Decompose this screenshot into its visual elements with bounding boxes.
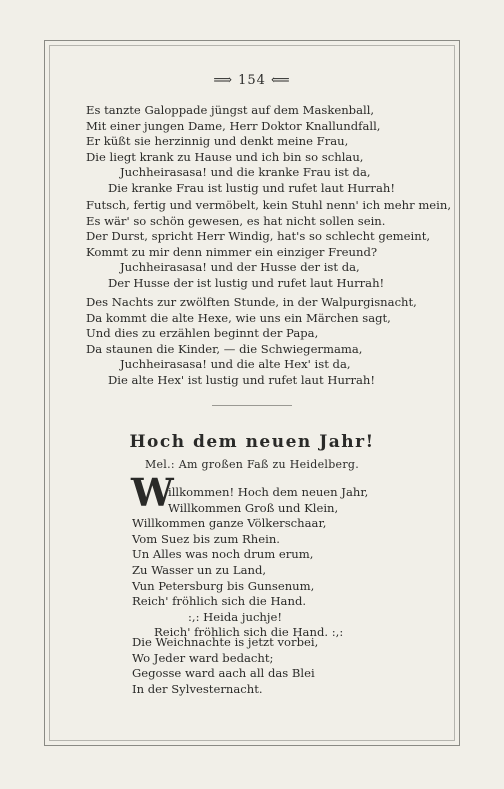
verse-line: Juchheirasasa! und die kranke Frau ist da, [120,165,371,180]
section-divider [212,405,292,406]
page-number: ⟹ 154 ⟸ [213,73,291,88]
verse-line: Reich' fröhlich sich die Hand. :,: [154,625,344,640]
verse-line: Die alte Hex' ist lustig und rufet laut Hurrah! [108,372,376,387]
verse-line: :,: Heida juchje! [188,609,283,624]
verse-line: Juchheirasasa! und die alte Hex' ist da, [120,357,351,372]
verse-line: Un Alles was noch drum erum, [132,547,314,562]
verse-line: Die liegt krank zu Hause und ich bin so schlau, [86,149,364,164]
verse-line: Gegosse ward aach all das Blei [132,666,315,681]
verse-line: Der Durst, spricht Herr Windig, hat's so schlecht gemeint, [86,229,431,244]
verse-line: Da kommt die alte Hexe, wie uns ein Märchen sagt, [86,310,391,325]
verse-line: Willkommen ganze Völkerschaar, [132,516,327,531]
verse-line: Vom Suez bis zum Rhein. [132,531,280,546]
verse-line: Es tanzte Galoppade jüngst auf dem Maskenball, [86,103,375,117]
verse-line: In der Sylvesternacht. [132,681,263,696]
verse-line: Der Husse der ist lustig und rufet laut Hurrah! [108,275,385,290]
verse-line: Die Weichnachte is jetzt vorbei, [132,635,319,649]
verse-line: Die kranke Frau ist lustig und rufet laut Hurrah! [108,180,395,195]
verse-line: illkommen! Hoch dem neuen Jahr, [168,485,369,499]
stanza-4 [132,485,472,641]
verse-line: Kommt zu mir denn nimmer ein einziger Freund? [86,244,378,259]
drop-cap-initial: W [131,470,174,515]
verse-line: Da staunen die Kinder, — die Schwiegermama, [86,341,363,356]
verse-line: Reich' fröhlich sich die Hand. [132,594,307,609]
stanza-3 [86,295,426,389]
stanza-1 [86,103,426,197]
poem-title: Hoch dem neuen Jahr! [129,432,375,452]
verse-line: Mit einer jungen Dame, Herr Doktor Knallundfall, [86,118,381,133]
verse-line: Und dies zu erzählen beginnt der Papa, [86,326,319,341]
verse-line: Willkommen Groß und Klein, [168,500,339,515]
verse-line: Futsch, fertig und vermöbelt, kein Stuhl nenn' ich mehr mein, [86,198,452,212]
stanza-5 [132,635,472,697]
verse-line: Zu Wasser un zu Land, [132,562,267,577]
verse-line: Es wär' so schön gewesen, es hat nicht sollen sein. [86,213,386,228]
poem-melody: Mel.: Am großen Faß zu Heidelberg. [144,458,360,471]
stanza-2 [86,198,452,292]
verse-line: Des Nachts zur zwölften Stunde, in der Walpurgisnacht, [86,295,417,309]
verse-line: Vun Petersburg bis Gunsenum, [132,578,315,593]
verse-line: Wo Jeder ward bedacht; [132,650,274,665]
verse-line: Er küßt sie herzinnig und denkt meine Frau, [86,134,349,149]
verse-line: Juchheirasasa! und der Husse der ist da, [120,260,360,275]
